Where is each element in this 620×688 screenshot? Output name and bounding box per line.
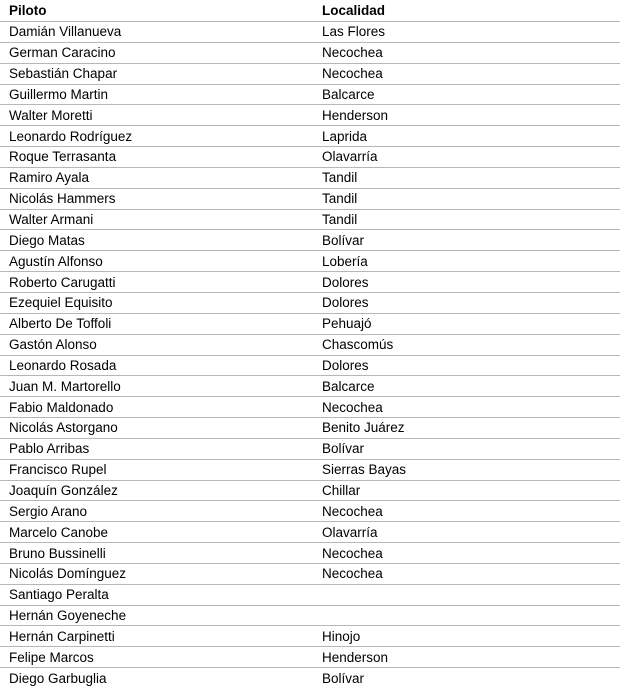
table-row (0, 543, 620, 564)
pilot-name-cell: Marcelo Canobe (0, 522, 313, 543)
locality-cell: Tandil (313, 167, 620, 188)
pilot-name-cell: Francisco Rupel (0, 459, 313, 480)
locality-cell: Necochea (313, 563, 620, 584)
table-row (0, 84, 620, 105)
table-row (0, 668, 620, 688)
locality-cell: Dolores (313, 272, 620, 293)
table-row (0, 188, 620, 209)
locality-cell: Henderson (313, 647, 620, 668)
locality-cell: Lobería (313, 251, 620, 272)
pilot-name-cell: Gastón Alonso (0, 334, 313, 355)
locality-cell: Dolores (313, 292, 620, 313)
locality-cell (313, 605, 620, 626)
table-row (0, 313, 620, 334)
locality-cell: Tandil (313, 188, 620, 209)
pilot-name-cell: Agustín Alfonso (0, 251, 313, 272)
pilot-name-cell: Hernán Carpinetti (0, 626, 313, 647)
locality-cell: Bolívar (313, 438, 620, 459)
pilot-name-cell: Sebastián Chapar (0, 63, 313, 84)
table-row (0, 626, 620, 647)
pilot-name-cell: Juan M. Martorello (0, 376, 313, 397)
locality-cell: Henderson (313, 105, 620, 126)
locality-cell: Chillar (313, 480, 620, 501)
locality-cell: Necochea (313, 63, 620, 84)
pilot-name-cell: Guillermo Martin (0, 84, 313, 105)
locality-cell: Bolívar (313, 230, 620, 251)
table-row (0, 334, 620, 355)
table-row (0, 480, 620, 501)
pilot-name-cell: Pablo Arribas (0, 438, 313, 459)
locality-cell: Benito Juárez (313, 418, 620, 439)
locality-cell: Olavarría (313, 522, 620, 543)
locality-cell: Necochea (313, 397, 620, 418)
pilot-name-cell: Diego Garbuglia (0, 668, 313, 688)
pilot-name-cell: Damián Villanueva (0, 22, 313, 43)
locality-cell: Dolores (313, 355, 620, 376)
table-row (0, 105, 620, 126)
table-row (0, 501, 620, 522)
table-body (0, 22, 620, 688)
table-row (0, 167, 620, 188)
table-row (0, 418, 620, 439)
pilot-name-cell: Hernán Goyeneche (0, 605, 313, 626)
table-row (0, 376, 620, 397)
table-row (0, 438, 620, 459)
pilot-name-cell: Santiago Peralta (0, 584, 313, 605)
locality-cell: Chascomús (313, 334, 620, 355)
pilot-name-cell: Felipe Marcos (0, 647, 313, 668)
locality-cell: Balcarce (313, 84, 620, 105)
locality-cell: Balcarce (313, 376, 620, 397)
header-localidad: Localidad (313, 0, 620, 22)
table-row (0, 292, 620, 313)
table-row (0, 563, 620, 584)
pilot-name-cell: Diego Matas (0, 230, 313, 251)
table-row (0, 647, 620, 668)
pilot-name-cell: Leonardo Rodríguez (0, 126, 313, 147)
locality-cell: Laprida (313, 126, 620, 147)
locality-cell: Hinojo (313, 626, 620, 647)
table-row (0, 251, 620, 272)
locality-cell: Pehuajó (313, 313, 620, 334)
pilot-name-cell: Ramiro Ayala (0, 167, 313, 188)
pilot-name-cell: Bruno Bussinelli (0, 543, 313, 564)
header-row (0, 0, 620, 22)
locality-cell: Sierras Bayas (313, 459, 620, 480)
pilot-name-cell: Roque Terrasanta (0, 147, 313, 168)
pilot-name-cell: Walter Armani (0, 209, 313, 230)
table-row (0, 459, 620, 480)
pilot-name-cell: Fabio Maldonado (0, 397, 313, 418)
locality-cell: Olavarría (313, 147, 620, 168)
table-row (0, 397, 620, 418)
locality-cell (313, 584, 620, 605)
locality-cell: Necochea (313, 543, 620, 564)
pilot-name-cell: Sergio Arano (0, 501, 313, 522)
pilot-name-cell: Joaquín González (0, 480, 313, 501)
pilot-name-cell: Roberto Carugatti (0, 272, 313, 293)
table-row (0, 22, 620, 43)
table-row (0, 355, 620, 376)
table-row (0, 272, 620, 293)
pilot-name-cell: Nicolás Domínguez (0, 563, 313, 584)
pilot-name-cell: Nicolás Hammers (0, 188, 313, 209)
locality-cell: Las Flores (313, 22, 620, 43)
table-row (0, 147, 620, 168)
pilot-name-cell: Leonardo Rosada (0, 355, 313, 376)
locality-cell: Bolívar (313, 668, 620, 688)
table-row (0, 42, 620, 63)
pilot-name-cell: Alberto De Toffoli (0, 313, 313, 334)
locality-cell: Tandil (313, 209, 620, 230)
header-piloto: Piloto (0, 0, 313, 22)
table-row (0, 584, 620, 605)
table-row (0, 126, 620, 147)
pilot-name-cell: Ezequiel Equisito (0, 292, 313, 313)
pilot-name-cell: German Caracino (0, 42, 313, 63)
table-row (0, 209, 620, 230)
pilot-name-cell: Nicolás Astorgano (0, 418, 313, 439)
locality-cell: Necochea (313, 501, 620, 522)
table-row (0, 230, 620, 251)
table-row (0, 605, 620, 626)
table-row (0, 522, 620, 543)
locality-cell: Necochea (313, 42, 620, 63)
table-row (0, 63, 620, 84)
pilot-name-cell: Walter Moretti (0, 105, 313, 126)
